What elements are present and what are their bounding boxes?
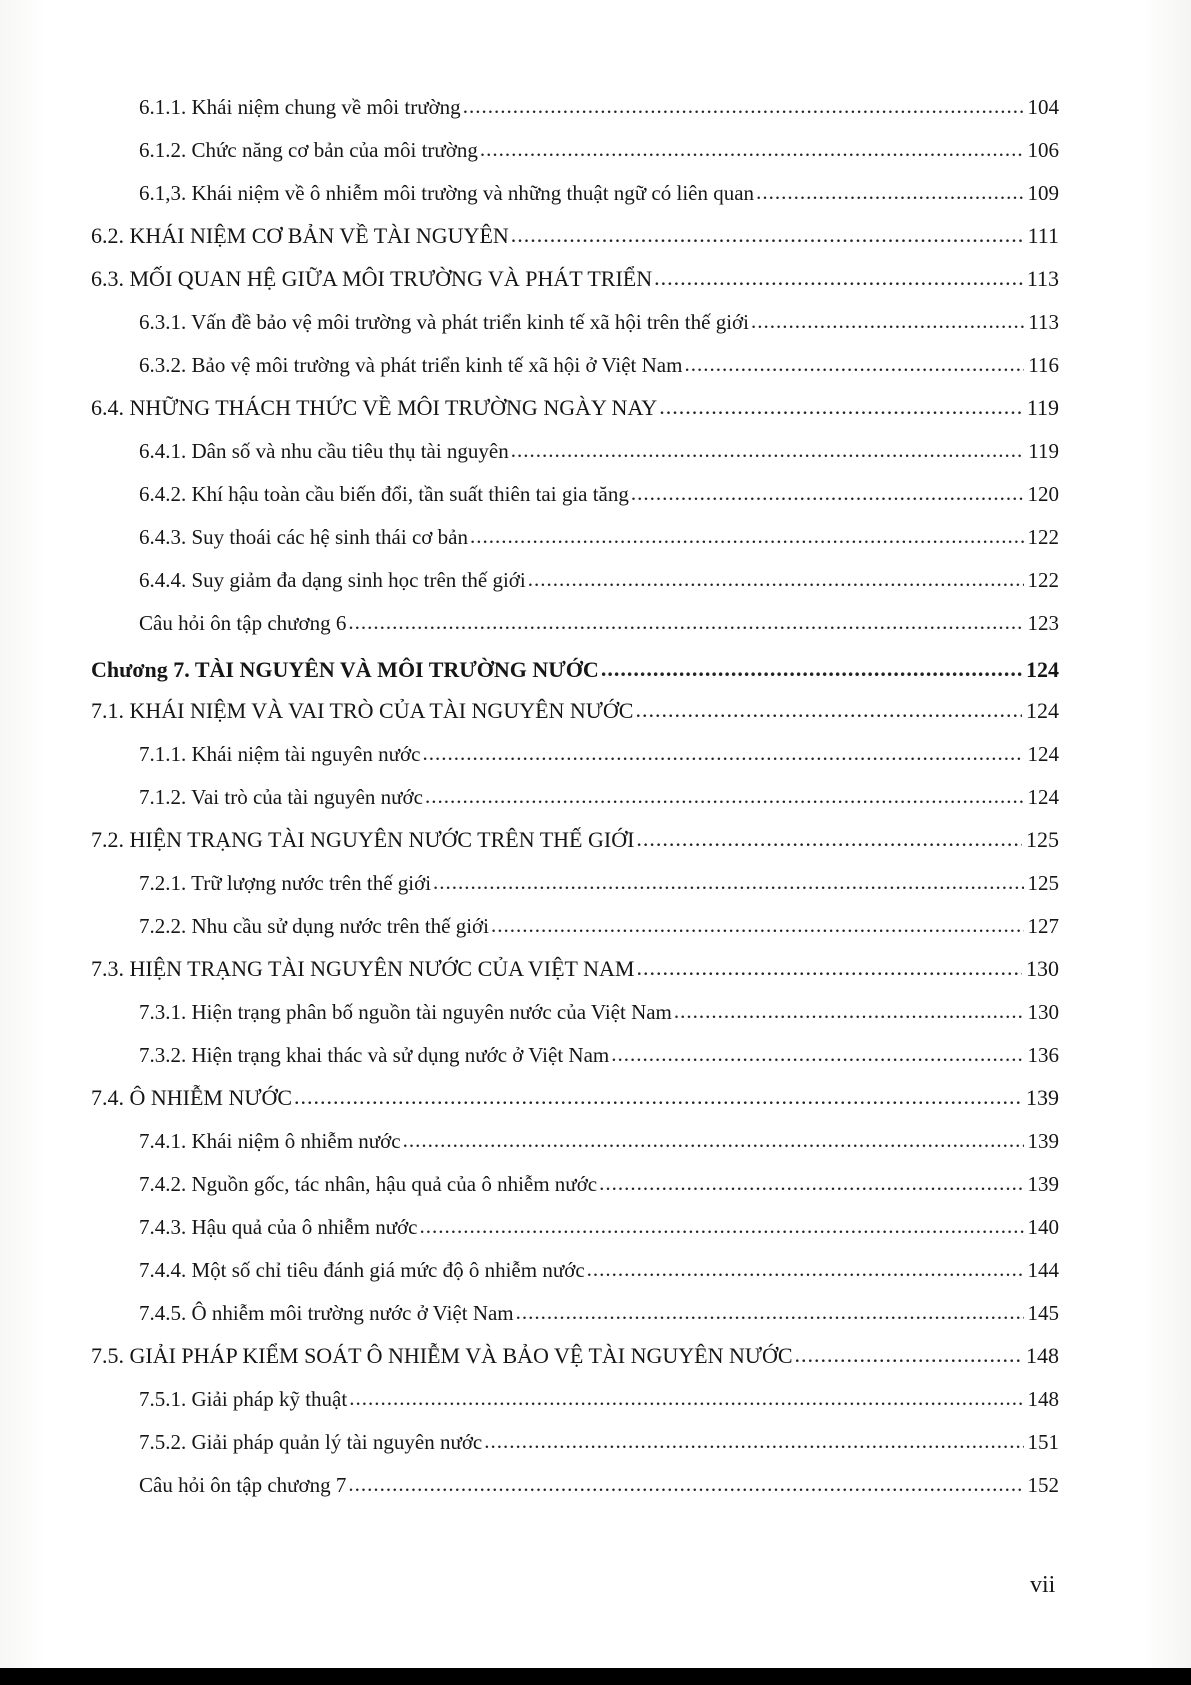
- toc-entry-page-number: 145: [1027, 1301, 1059, 1325]
- toc-entry-title: Câu hỏi ôn tập chương 6: [139, 611, 347, 635]
- toc-subsection-entry[interactable]: [139, 1290, 1059, 1326]
- dot-leader: [294, 1084, 1022, 1110]
- toc-entry-page-number: 119: [1028, 439, 1059, 463]
- toc-entry-page-number: 122: [1027, 568, 1059, 592]
- toc-entry-page-number: 120: [1027, 482, 1059, 506]
- toc-entry-title: 7.5.1. Giải pháp kỹ thuật: [139, 1387, 348, 1411]
- toc-entry-page-number: 144: [1027, 1258, 1059, 1282]
- dot-leader: [511, 222, 1024, 248]
- toc-entry-page-number: 111: [1027, 223, 1059, 248]
- toc-subsection-entry[interactable]: [139, 557, 1059, 593]
- dot-leader: [684, 351, 1024, 377]
- toc-section-entry[interactable]: [91, 946, 1059, 982]
- dot-leader: [599, 1170, 1023, 1196]
- toc-entry-page-number: 125: [1027, 871, 1059, 895]
- toc-entry-title: 7.1.1. Khái niệm tài nguyên nước: [139, 742, 421, 766]
- toc-entry-page-number: 136: [1027, 1043, 1059, 1067]
- dot-leader: [516, 1299, 1024, 1325]
- toc-entry-title: 6.1,3. Khái niệm về ô nhiễm môi trường và những thuật ngữ có liên quan: [139, 181, 755, 205]
- toc-entry-page-number: 119: [1026, 395, 1059, 420]
- toc-subsection-entry[interactable]: [139, 1247, 1059, 1283]
- dot-leader: [422, 740, 1023, 766]
- toc-entry-title: 6.4.1. Dân số và nhu cầu tiêu thụ tài nguyên: [139, 439, 509, 463]
- toc-subsection-entry[interactable]: [139, 428, 1059, 464]
- toc-chapter-entry[interactable]: [91, 647, 1059, 683]
- dot-leader: [611, 1041, 1023, 1067]
- toc-entry-page-number: 148: [1027, 1387, 1059, 1411]
- toc-subsection-entry[interactable]: [139, 1161, 1059, 1197]
- dot-leader: [403, 1127, 1024, 1153]
- toc-entry-page-number: 104: [1027, 95, 1059, 119]
- toc-section-entry[interactable]: [91, 256, 1059, 292]
- toc-subsection-entry[interactable]: [139, 1462, 1059, 1498]
- toc-entry-title: 7.4.5. Ô nhiễm môi trường nước ở Việt Nam: [139, 1301, 514, 1325]
- dot-leader: [491, 912, 1024, 938]
- toc-entry-page-number: 130: [1027, 1000, 1059, 1024]
- dot-leader: [756, 179, 1023, 205]
- toc-entry-page-number: 152: [1027, 1473, 1059, 1497]
- toc-subsection-entry[interactable]: [139, 1204, 1059, 1240]
- toc-entry-page-number: 151: [1027, 1430, 1059, 1454]
- toc-subsection-entry[interactable]: [139, 1376, 1059, 1412]
- dot-leader: [751, 308, 1024, 334]
- toc-subsection-entry[interactable]: [139, 731, 1059, 767]
- dot-leader: [674, 998, 1024, 1024]
- toc-section-entry[interactable]: [91, 1333, 1059, 1369]
- toc-entry-page-number: 130: [1026, 956, 1059, 981]
- dot-leader: [636, 955, 1022, 981]
- toc-entry-title: 6.4. NHỮNG THÁCH THỨC VỀ MÔI TRƯỜNG NGÀY NAY: [91, 395, 658, 420]
- dot-leader: [480, 136, 1024, 162]
- toc-entry-title: 6.4.2. Khí hậu toàn cầu biến đổi, tần suất thiên tai gia tăng: [139, 482, 629, 506]
- toc-entry-page-number: 139: [1027, 1172, 1059, 1196]
- dot-leader: [463, 93, 1024, 119]
- dot-leader: [528, 566, 1024, 592]
- page-folio: vii: [1030, 1572, 1056, 1598]
- toc-subsection-entry[interactable]: [139, 1032, 1059, 1068]
- toc-entry-title: 6.3.2. Bảo vệ môi trường và phát triển kinh tế xã hội ở Việt Nam: [139, 353, 683, 377]
- toc-entry-page-number: 140: [1027, 1215, 1059, 1239]
- dot-leader: [349, 1385, 1023, 1411]
- toc-subsection-entry[interactable]: [139, 514, 1059, 550]
- toc-section-entry[interactable]: [91, 688, 1059, 724]
- toc-subsection-entry[interactable]: [139, 860, 1059, 896]
- toc-subsection-entry[interactable]: [139, 342, 1059, 378]
- toc-entry-title: 7.2. HIỆN TRẠNG TÀI NGUYÊN NƯỚC TRÊN THẾ GIỚI: [91, 827, 635, 852]
- dot-leader: [348, 1471, 1023, 1497]
- toc-entry-title: 6.4.4. Suy giảm đa dạng sinh học trên thế giới: [139, 568, 526, 592]
- toc-subsection-entry[interactable]: [139, 170, 1059, 206]
- scan-edge: [0, 1668, 1191, 1685]
- toc-entry-title: 7.2.2. Nhu cầu sử dụng nước trên thế giới: [139, 914, 489, 938]
- toc-entry-title: 7.4. Ô NHIỄM NƯỚC: [91, 1085, 293, 1110]
- toc-section-entry[interactable]: [91, 213, 1059, 249]
- dot-leader: [470, 523, 1024, 549]
- toc-entry-page-number: 116: [1028, 353, 1059, 377]
- toc-subsection-entry[interactable]: [139, 1118, 1059, 1154]
- dot-leader: [636, 826, 1022, 852]
- toc-entry-title: 7.4.4. Một số chỉ tiêu đánh giá mức độ ô nhiễm nước: [139, 1258, 585, 1282]
- toc-subsection-entry[interactable]: [139, 127, 1059, 163]
- toc-entry-title: 7.3.1. Hiện trạng phân bố nguồn tài nguyên nước của Việt Nam: [139, 1000, 672, 1024]
- toc-entry-page-number: 124: [1027, 742, 1059, 766]
- toc-subsection-entry[interactable]: [139, 989, 1059, 1025]
- toc-entry-title: 6.4.3. Suy thoái các hệ sinh thái cơ bản: [139, 525, 468, 549]
- toc-subsection-entry[interactable]: [139, 299, 1059, 335]
- toc-entry-title: 7.4.3. Hậu quả của ô nhiễm nước: [139, 1215, 418, 1239]
- toc-entry-page-number: 113: [1026, 266, 1059, 291]
- toc-entry-title: 7.1.2. Vai trò của tài nguyên nước: [139, 785, 423, 809]
- toc-entry-page-number: 123: [1027, 611, 1059, 635]
- toc-entry-title: 7.5. GIẢI PHÁP KIỂM SOÁT Ô NHIỄM VÀ BẢO VỆ TÀI NGUYÊN NƯỚC: [91, 1343, 793, 1368]
- toc-entry-page-number: 124: [1026, 657, 1059, 682]
- toc-entry-title: 7.5.2. Giải pháp quản lý tài nguyên nước: [139, 1430, 483, 1454]
- dot-leader: [587, 1256, 1024, 1282]
- toc-subsection-entry[interactable]: [139, 903, 1059, 939]
- toc-entry-title: 6.1.1. Khái niệm chung về môi trường: [139, 95, 461, 119]
- dot-leader: [425, 783, 1024, 809]
- toc-section-entry[interactable]: [91, 1075, 1059, 1111]
- toc-entry-page-number: 124: [1027, 785, 1059, 809]
- toc-entry-page-number: 139: [1026, 1085, 1059, 1110]
- toc-subsection-entry[interactable]: [139, 774, 1059, 810]
- toc-entry-page-number: 148: [1026, 1343, 1059, 1368]
- dot-leader: [348, 609, 1023, 635]
- dot-leader: [484, 1428, 1023, 1454]
- toc-entry-title: 7.3.2. Hiện trạng khai thác và sử dụng nước ở Việt Nam: [139, 1043, 610, 1067]
- dot-leader: [631, 480, 1024, 506]
- toc-section-entry[interactable]: [91, 385, 1059, 421]
- dot-leader: [433, 869, 1023, 895]
- toc-entry-page-number: 124: [1026, 698, 1059, 723]
- toc-subsection-entry[interactable]: [139, 471, 1059, 507]
- toc-entry-title: 6.2. KHÁI NIỆM CƠ BẢN VỀ TÀI NGUYÊN: [91, 223, 509, 248]
- dot-leader: [511, 437, 1025, 463]
- toc-entry-page-number: 106: [1027, 138, 1059, 162]
- toc-entry-title: 6.1.2. Chức năng cơ bản của môi trường: [139, 138, 478, 162]
- toc-entry-title: 7.3. HIỆN TRẠNG TÀI NGUYÊN NƯỚC CỦA VIỆT NAM: [91, 956, 635, 981]
- toc-entry-title: Chương 7. TÀI NGUYÊN VÀ MÔI TRƯỜNG NƯỚC: [91, 657, 599, 682]
- toc-subsection-entry[interactable]: [139, 600, 1059, 636]
- toc-entry-page-number: 139: [1027, 1129, 1059, 1153]
- toc-entry-title: 7.4.2. Nguồn gốc, tác nhân, hậu quả của ô nhiễm nước: [139, 1172, 598, 1196]
- dot-leader: [659, 394, 1023, 420]
- toc-entry-page-number: 122: [1027, 525, 1059, 549]
- toc-section-entry[interactable]: [91, 817, 1059, 853]
- toc-entry-title: 6.3. MỐI QUAN HỆ GIỮA MÔI TRƯỜNG VÀ PHÁT TRIỂN: [91, 266, 653, 291]
- toc-entry-page-number: 125: [1026, 827, 1059, 852]
- toc-entry-title: Câu hỏi ôn tập chương 7: [139, 1473, 347, 1497]
- toc-entry-page-number: 113: [1028, 310, 1059, 334]
- toc-entry-title: 6.3.1. Vấn đề bảo vệ môi trường và phát triển kinh tế xã hội trên thế giới: [139, 310, 749, 334]
- toc-entry-page-number: 109: [1027, 181, 1059, 205]
- dot-leader: [635, 697, 1022, 723]
- toc-subsection-entry[interactable]: [139, 84, 1059, 120]
- dot-leader: [654, 265, 1023, 291]
- toc-entry-title: 7.2.1. Trữ lượng nước trên thế giới: [139, 871, 432, 895]
- toc-entry-title: 7.1. KHÁI NIỆM VÀ VAI TRÒ CỦA TÀI NGUYÊN NƯỚC: [91, 698, 634, 723]
- toc-subsection-entry[interactable]: [139, 1419, 1059, 1455]
- dot-leader: [601, 656, 1022, 682]
- toc-entry-title: 7.4.1. Khái niệm ô nhiễm nước: [139, 1129, 401, 1153]
- toc-entry-page-number: 127: [1027, 914, 1059, 938]
- dot-leader: [795, 1342, 1022, 1368]
- dot-leader: [420, 1213, 1024, 1239]
